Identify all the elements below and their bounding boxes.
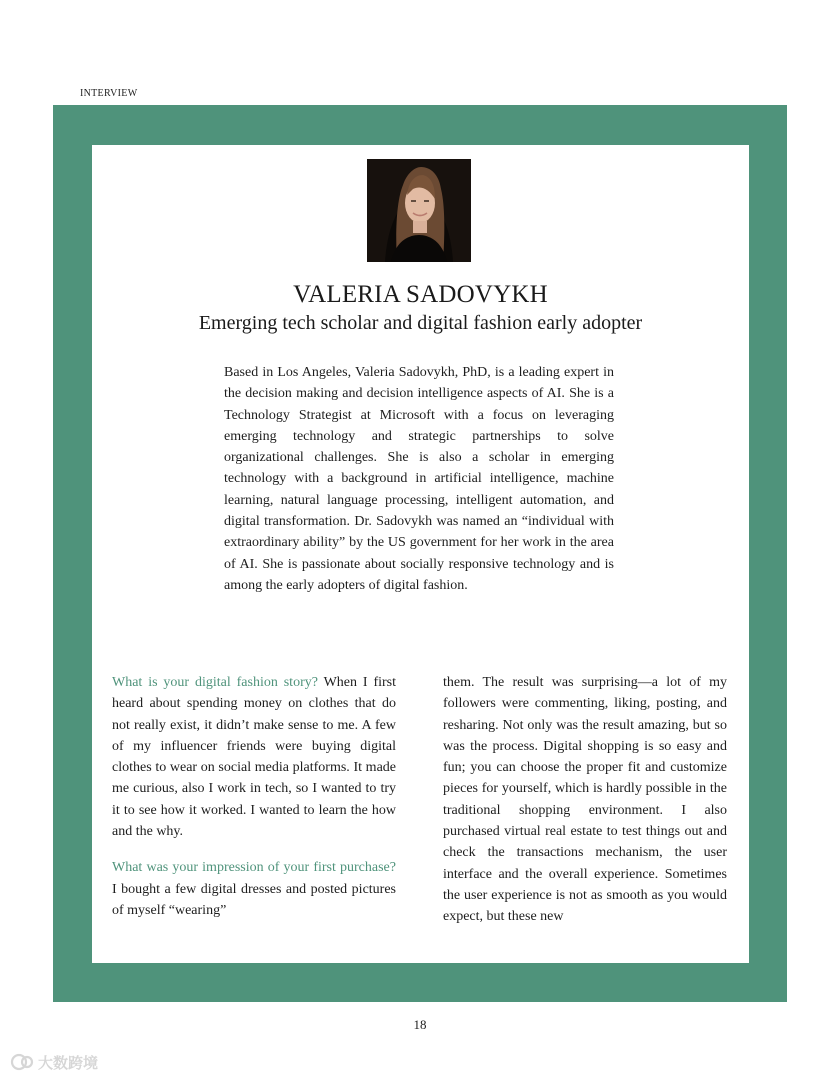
answer-2-continued: them. The result was surprising—a lot of my followers were commenting, liking, posting, and resharing. Not only was the result amazing, but so was the process. Digital shopping is so easy and fun; you can choose the proper fit and customize pieces for yourself, which is hardly possible in the traditional shopping environment. I also purchased virtual real estate to test things out and check the transactions mechanism, the user interface and the overall experience. Sometimes the user experience is not as smooth as you would expect, but these new xyxy=(443,675,727,925)
watermark-text: 大数跨境 xyxy=(38,1053,99,1072)
qa-paragraph-1 xyxy=(112,672,396,842)
interview-column-left xyxy=(112,672,396,936)
section-label: INTERVIEW xyxy=(80,88,138,99)
answer-2-start: I bought a few digital dresses and posted pictures of myself “wearing” xyxy=(112,881,396,918)
page-number: 18 xyxy=(413,1017,427,1032)
portrait-photo xyxy=(367,159,471,262)
bio-paragraph: Based in Los Angeles, Valeria Sadovykh, PhD, is a leading expert in the decision making and decision intelligence aspects of AI. She is a Technology Strategist at Microsoft with a focus on leveraging emerging technology and strategic partnerships to solve organizational challenges. She is also a scholar in emerging technology with a background in artificial intelligence, machine learning, natural language processing, intelligent automation, and digital transformation. Dr. Sadovykh was named an “individual with extraordinary ability” by the US government for her work in the area of AI. She is passionate about socially responsive technology and is among the early adopters of digital fashion. xyxy=(224,365,614,593)
question-1: What is your digital fashion story? xyxy=(112,675,318,690)
watermark xyxy=(10,1050,98,1074)
interview-column-right xyxy=(443,672,727,943)
interviewee-name: VALERIA SADOVYKH xyxy=(293,281,548,308)
answer-1: When I first heard about spending money on clothes that do not really exist, it didn’t make sense to me. A few of my influencer friends were buying digital clothes to wear on social media platforms. It made me curious, also I work in tech, so I wanted to try it to see how it worked. I wanted to learn the how and the why. xyxy=(112,675,396,840)
interviewee-subtitle: Emerging tech scholar and digital fashion early adopter xyxy=(198,312,643,334)
watermark-logo-icon xyxy=(10,1052,34,1072)
question-2: What was your impression of your first purchase? xyxy=(112,860,396,876)
qa-paragraph-2 xyxy=(112,857,396,921)
